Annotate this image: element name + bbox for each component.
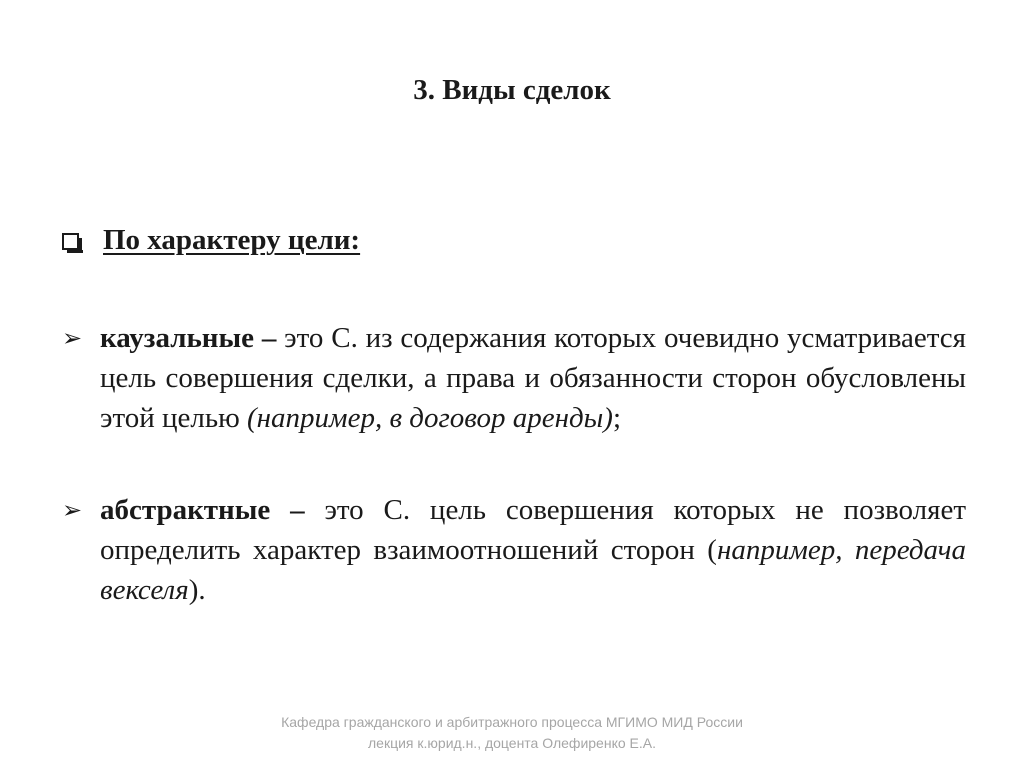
- arrow-bullet-icon: ➢: [62, 496, 83, 524]
- list-item-text: [100, 490, 966, 610]
- footer-line-lecturer: лекция к.юрид.н., доцента Олефиренко Е.А.: [368, 735, 656, 751]
- list-item: [62, 318, 966, 438]
- list-item: [62, 490, 966, 610]
- definition-text: это С. из содержания которых очевидно усматривается цель совершения сделки, а права и обязанности сторон обусловлены этой целью: [100, 322, 966, 434]
- section-heading: [62, 222, 360, 258]
- footer-line-department: Кафедра гражданского и арбитражного процесса МГИМО МИД России: [281, 714, 743, 730]
- arrow-bullet-icon: ➢: [62, 324, 83, 352]
- example-text: например, передача векселя: [100, 534, 966, 606]
- example-text: (например, в договор аренды): [247, 402, 613, 434]
- term-dash: –: [270, 494, 325, 526]
- checkbox-bullet-icon: [62, 233, 79, 250]
- term-causal: каузальные: [100, 322, 255, 354]
- item-tail: ;: [612, 402, 622, 434]
- footer: [0, 712, 1024, 754]
- term-dash: –: [254, 322, 285, 354]
- list-item-text: [100, 318, 966, 438]
- section-heading-text: По характеру цели:: [103, 224, 361, 256]
- slide-title: 3. Виды сделок: [413, 74, 611, 106]
- term-abstract: абстрактные: [100, 494, 271, 526]
- item-tail: ).: [188, 574, 206, 606]
- definition-text: это С. цель совершения которых не позволяет определить характер взаимоотношений сторон (: [100, 494, 967, 566]
